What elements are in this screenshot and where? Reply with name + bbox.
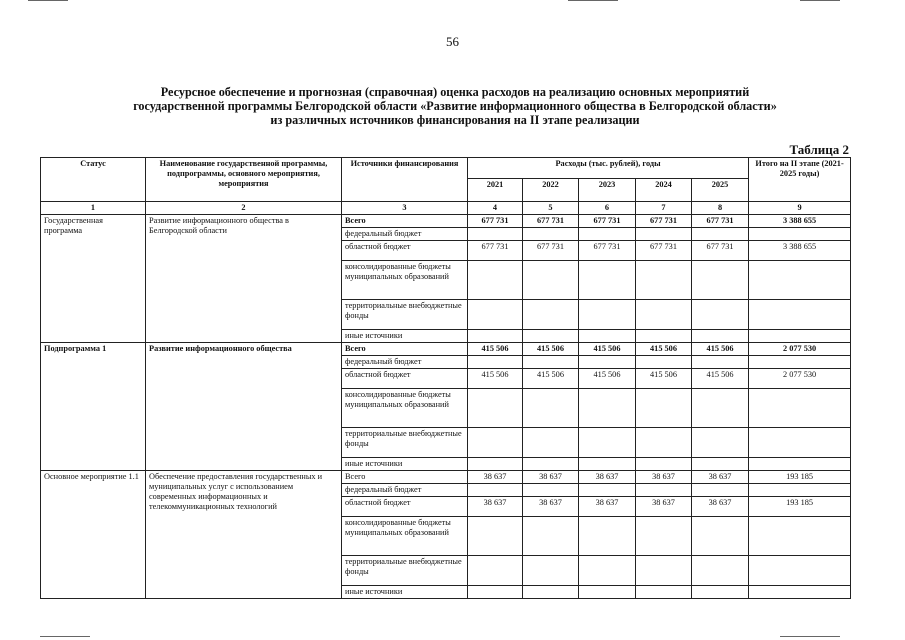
year-value-cell: 677 731 <box>636 241 692 261</box>
table-row <box>41 471 851 484</box>
source-label: иные источники <box>342 586 468 599</box>
source-label: федеральный бюджет <box>342 228 468 241</box>
year-value-cell <box>636 356 692 369</box>
column-number: 4 <box>468 202 523 215</box>
year-value-cell <box>636 458 692 471</box>
year-value-cell <box>692 586 749 599</box>
year-value-cell <box>692 458 749 471</box>
header-year: 2022 <box>523 179 579 202</box>
year-value-cell <box>523 458 579 471</box>
total-value-cell <box>749 428 851 458</box>
year-value-cell <box>636 228 692 241</box>
year-value-cell <box>468 517 523 556</box>
source-label: Всего <box>342 343 468 356</box>
year-value-cell: 38 637 <box>636 471 692 484</box>
year-value-cell <box>523 484 579 497</box>
total-value-cell <box>749 356 851 369</box>
header-year: 2021 <box>468 179 523 202</box>
year-value-cell <box>579 300 636 330</box>
row-name: Развитие информационного общества в Белгородской области <box>146 215 342 343</box>
year-value-cell <box>468 389 523 428</box>
total-value-cell: 3 388 655 <box>749 241 851 261</box>
header-year: 2024 <box>636 179 692 202</box>
column-number: 5 <box>523 202 579 215</box>
year-value-cell <box>692 556 749 586</box>
year-value-cell: 415 506 <box>468 369 523 389</box>
column-number: 6 <box>579 202 636 215</box>
year-value-cell <box>523 356 579 369</box>
total-value-cell <box>749 330 851 343</box>
year-value-cell <box>692 484 749 497</box>
year-value-cell <box>523 428 579 458</box>
column-number: 7 <box>636 202 692 215</box>
year-value-cell <box>523 556 579 586</box>
source-label: территориальные внебюджетные фонды <box>342 300 468 330</box>
year-value-cell <box>468 300 523 330</box>
source-label: областной бюджет <box>342 497 468 517</box>
source-label: территориальные внебюджетные фонды <box>342 556 468 586</box>
year-value-cell <box>468 428 523 458</box>
resource-table <box>40 157 851 599</box>
column-number: 1 <box>41 202 146 215</box>
year-value-cell <box>579 517 636 556</box>
year-value-cell <box>692 300 749 330</box>
total-value-cell: 2 077 530 <box>749 369 851 389</box>
year-value-cell <box>523 389 579 428</box>
scan-edge-mark <box>568 0 618 1</box>
column-number: 9 <box>749 202 851 215</box>
year-value-cell: 38 637 <box>468 471 523 484</box>
scan-edge-mark <box>780 636 840 637</box>
total-value-cell <box>749 556 851 586</box>
year-value-cell <box>468 356 523 369</box>
year-value-cell: 677 731 <box>468 215 523 228</box>
total-value-cell: 3 388 655 <box>749 215 851 228</box>
source-label: областной бюджет <box>342 369 468 389</box>
year-value-cell <box>636 428 692 458</box>
scan-edge-mark <box>28 0 68 1</box>
year-value-cell <box>636 389 692 428</box>
page-number: 56 <box>446 34 459 49</box>
year-value-cell: 415 506 <box>636 369 692 389</box>
row-name: Обеспечение предоставления государственных и муниципальных услуг с использованием современных информационных и телекоммуникационных технологий <box>146 471 342 599</box>
year-value-cell: 415 506 <box>692 369 749 389</box>
year-value-cell <box>468 556 523 586</box>
year-value-cell: 415 506 <box>468 343 523 356</box>
year-value-cell: 415 506 <box>579 369 636 389</box>
source-label: консолидированные бюджеты муниципальных образований <box>342 389 468 428</box>
year-value-cell <box>692 261 749 300</box>
year-value-cell: 415 506 <box>636 343 692 356</box>
source-label: иные источники <box>342 330 468 343</box>
year-value-cell: 38 637 <box>468 497 523 517</box>
header-total: Итого на II этапе (2021-2025 годы) <box>749 158 851 202</box>
year-value-cell <box>579 428 636 458</box>
header-name: Наименование государственной программы, подпрограммы, основного мероприятия, мероприятия <box>146 158 342 202</box>
year-value-cell <box>636 300 692 330</box>
year-value-cell <box>468 261 523 300</box>
year-value-cell <box>579 586 636 599</box>
year-value-cell: 38 637 <box>523 471 579 484</box>
title-line: Ресурсное обеспечение и прогнозная (справочная) оценка расходов на реализацию основных мероприятий <box>160 85 750 99</box>
year-value-cell: 415 506 <box>523 343 579 356</box>
year-value-cell <box>636 484 692 497</box>
year-value-cell <box>636 330 692 343</box>
year-value-cell: 415 506 <box>523 369 579 389</box>
column-number: 3 <box>342 202 468 215</box>
year-value-cell <box>692 228 749 241</box>
row-name: Развитие информационного общества <box>146 343 342 471</box>
source-label: федеральный бюджет <box>342 356 468 369</box>
total-value-cell <box>749 389 851 428</box>
year-value-cell <box>579 261 636 300</box>
year-value-cell <box>692 428 749 458</box>
year-value-cell <box>692 356 749 369</box>
scan-edge-mark <box>40 636 90 637</box>
year-value-cell <box>692 389 749 428</box>
year-value-cell: 38 637 <box>579 497 636 517</box>
total-value-cell <box>749 484 851 497</box>
year-value-cell: 38 637 <box>579 471 636 484</box>
source-label: Всего <box>342 215 468 228</box>
source-label: областной бюджет <box>342 241 468 261</box>
total-value-cell <box>749 586 851 599</box>
year-value-cell: 38 637 <box>636 497 692 517</box>
year-value-cell <box>579 458 636 471</box>
title-line: государственной программы Белгородской области «Развитие информационного общества в Белгородской области» <box>133 99 777 113</box>
year-value-cell <box>579 389 636 428</box>
year-value-cell <box>579 484 636 497</box>
year-value-cell: 677 731 <box>468 241 523 261</box>
year-value-cell <box>523 300 579 330</box>
source-label: территориальные внебюджетные фонды <box>342 428 468 458</box>
year-value-cell: 677 731 <box>579 241 636 261</box>
year-value-cell: 38 637 <box>692 497 749 517</box>
table-body <box>41 215 851 599</box>
year-value-cell <box>523 586 579 599</box>
year-value-cell <box>579 330 636 343</box>
year-value-cell <box>523 261 579 300</box>
year-value-cell: 38 637 <box>523 497 579 517</box>
year-value-cell: 677 731 <box>636 215 692 228</box>
header-expenses: Расходы (тыс. рублей), годы <box>468 158 749 179</box>
title-line: из различных источников финансирования на II этапе реализации <box>270 113 640 127</box>
source-label: консолидированные бюджеты муниципальных образований <box>342 517 468 556</box>
year-value-cell <box>636 261 692 300</box>
year-value-cell <box>468 330 523 343</box>
year-value-cell <box>579 228 636 241</box>
year-value-cell: 677 731 <box>692 241 749 261</box>
year-value-cell <box>468 228 523 241</box>
year-value-cell <box>692 517 749 556</box>
total-value-cell <box>749 458 851 471</box>
total-value-cell <box>749 261 851 300</box>
year-value-cell: 677 731 <box>523 215 579 228</box>
year-value-cell <box>692 330 749 343</box>
year-value-cell <box>468 484 523 497</box>
total-value-cell <box>749 228 851 241</box>
year-value-cell <box>523 517 579 556</box>
scan-edge-mark <box>800 0 840 1</box>
year-value-cell: 677 731 <box>523 241 579 261</box>
row-status: Государственная программа <box>41 215 146 343</box>
year-value-cell <box>636 517 692 556</box>
year-value-cell <box>636 556 692 586</box>
column-number: 2 <box>146 202 342 215</box>
total-value-cell: 2 077 530 <box>749 343 851 356</box>
source-label: Всего <box>342 471 468 484</box>
header-year: 2023 <box>579 179 636 202</box>
year-value-cell <box>523 228 579 241</box>
column-number: 8 <box>692 202 749 215</box>
year-value-cell: 677 731 <box>579 215 636 228</box>
year-value-cell <box>468 458 523 471</box>
source-label: федеральный бюджет <box>342 484 468 497</box>
table-label: Таблица 2 <box>789 142 849 157</box>
year-value-cell: 415 506 <box>692 343 749 356</box>
row-status: Основное мероприятие 1.1 <box>41 471 146 599</box>
year-value-cell <box>579 556 636 586</box>
year-value-cell: 38 637 <box>692 471 749 484</box>
source-label: иные источники <box>342 458 468 471</box>
header-year: 2025 <box>692 179 749 202</box>
header-sources: Источники финансирования <box>342 158 468 202</box>
total-value-cell: 193 185 <box>749 471 851 484</box>
year-value-cell <box>579 356 636 369</box>
table-row <box>41 215 851 228</box>
source-label: консолидированные бюджеты муниципальных образований <box>342 261 468 300</box>
total-value-cell: 193 185 <box>749 497 851 517</box>
year-value-cell: 415 506 <box>579 343 636 356</box>
year-value-cell: 677 731 <box>692 215 749 228</box>
total-value-cell <box>749 517 851 556</box>
document-title <box>40 85 870 127</box>
row-status: Подпрограмма 1 <box>41 343 146 471</box>
year-value-cell <box>468 586 523 599</box>
table-row <box>41 343 851 356</box>
year-value-cell <box>636 586 692 599</box>
header-status: Статус <box>41 158 146 202</box>
year-value-cell <box>523 330 579 343</box>
total-value-cell <box>749 300 851 330</box>
